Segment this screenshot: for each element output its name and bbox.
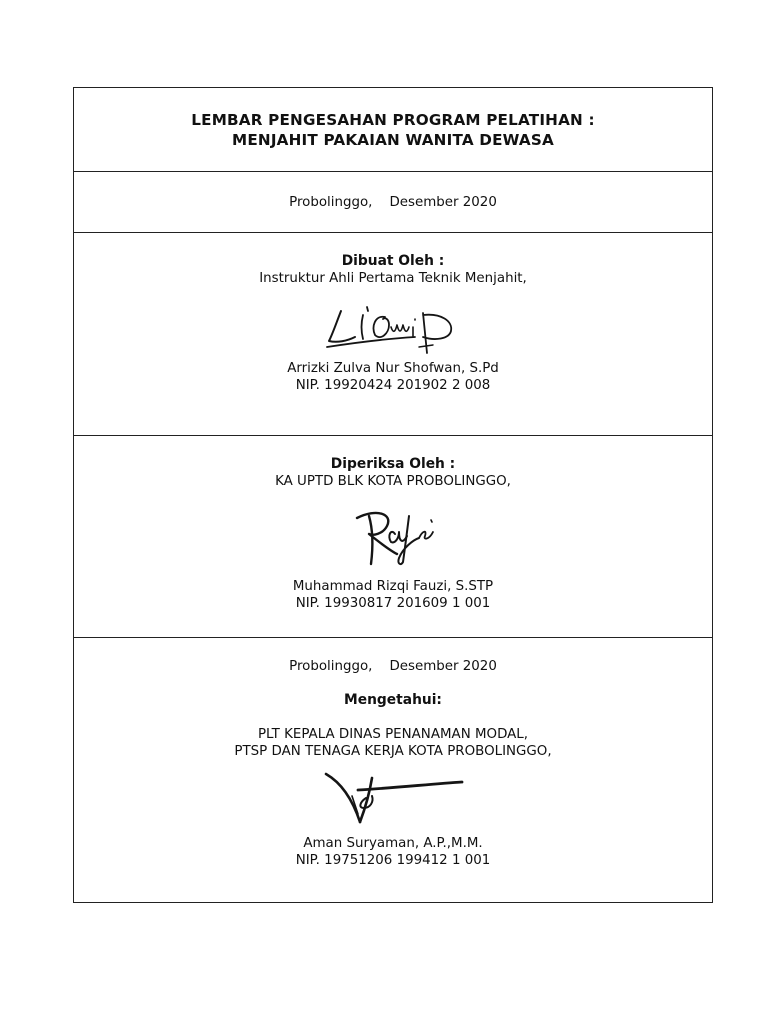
place-date: Probolinggo, Desember 2020: [289, 195, 497, 210]
acknowledged-position-line-2: PTSP DAN TENAGA KERJA KOTA PROBOLINGGO,: [234, 744, 552, 759]
acknowledged-position-line-1: PLT KEPALA DINAS PENANAMAN MODAL,: [257, 727, 529, 742]
checked-by-section: [74, 436, 712, 638]
prepared-by-nip: NIP. 19920424 201902 2 008: [295, 378, 491, 393]
acknowledged-name: Aman Suryaman, A.P.,M.M.: [303, 836, 483, 851]
prepared-by-signature: [323, 297, 463, 357]
acknowledged-place-date: Probolinggo, Desember 2020: [289, 659, 497, 674]
checked-by-signature: [343, 504, 443, 570]
acknowledged-heading: Mengetahui:: [344, 692, 442, 708]
title-section: [74, 88, 712, 172]
place-date-section: [74, 172, 712, 233]
acknowledged-by-signature: [322, 768, 472, 828]
checked-by-position: KA UPTD BLK KOTA PROBOLINGGO,: [275, 474, 511, 489]
checked-by-heading: Diperiksa Oleh :: [330, 456, 456, 472]
acknowledged-by-section: [74, 638, 712, 904]
approval-sheet: [73, 87, 713, 903]
prepared-by-section: [74, 233, 712, 436]
document-title-line-2: MENJAHIT PAKAIAN WANITA DEWASA: [232, 131, 554, 149]
checked-by-name: Muhammad Rizqi Fauzi, S.STP: [292, 579, 494, 594]
acknowledged-nip: NIP. 19751206 199412 1 001: [295, 853, 491, 868]
checked-by-nip: NIP. 19930817 201609 1 001: [295, 596, 491, 611]
prepared-by-heading: Dibuat Oleh :: [341, 253, 445, 269]
prepared-by-name: Arrizki Zulva Nur Shofwan, S.Pd: [287, 361, 499, 376]
document-title-line-1: LEMBAR PENGESAHAN PROGRAM PELATIHAN :: [191, 111, 595, 129]
prepared-by-position: Instruktur Ahli Pertama Teknik Menjahit,: [259, 271, 527, 286]
